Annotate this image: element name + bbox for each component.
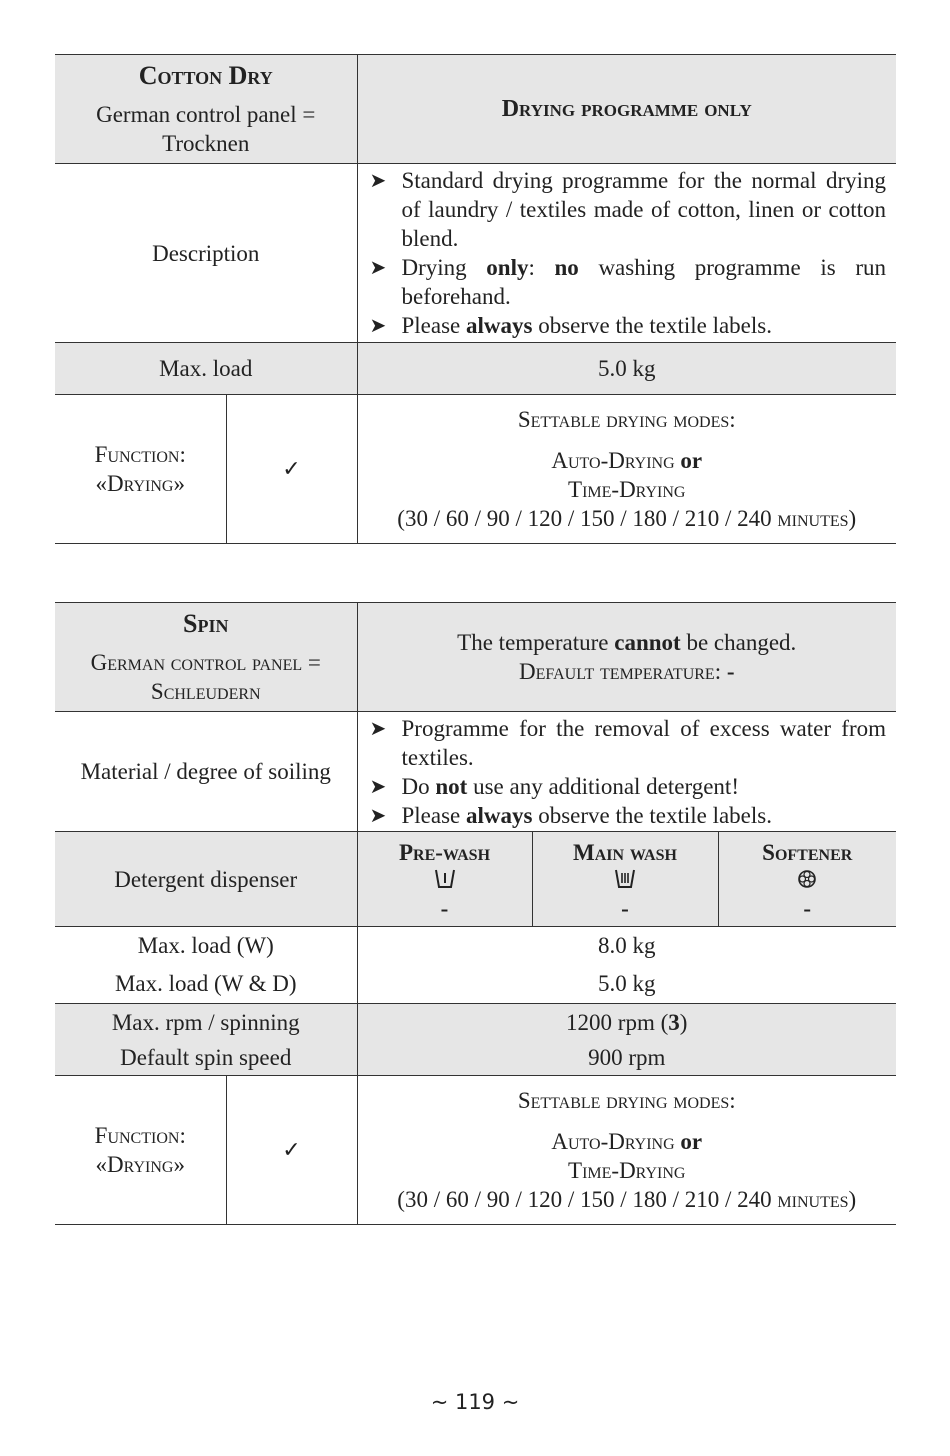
function-label: Function: «Drying» — [55, 395, 226, 544]
dispenser-prewash: Pre-wash - — [357, 832, 532, 927]
default-spin-label: Default spin speed — [120, 1044, 292, 1070]
description-cell — [357, 164, 896, 343]
mode-or: or — [680, 448, 703, 473]
arrowhead-bullet-icon: ➤ — [369, 802, 387, 827]
arrowhead-bullet-icon: ➤ — [369, 255, 387, 279]
max-load-value: 5.0 kg — [357, 343, 896, 395]
mode-time: Time-Drying — [568, 1158, 686, 1183]
description-list — [358, 166, 897, 340]
spin-table — [55, 602, 896, 1225]
material-cell — [357, 712, 896, 832]
page-number: ~ 119 ~ — [430, 1390, 520, 1414]
cotton-dry-header — [55, 55, 357, 164]
cotton-dry-table — [55, 54, 896, 544]
max-load-wd-value: 5.0 kg — [598, 971, 656, 996]
list-item: ➤ Do not use any additional detergent! — [369, 773, 739, 799]
dispenser-label: Detergent dispenser — [55, 832, 357, 927]
dispenser-softener: Softener - — [718, 832, 896, 927]
list-item: ➤ Standard drying programme for the normal drying of laundry / textiles made of cotton, linen or cotton blend. — [369, 168, 886, 251]
default-temperature: Default temperature: - — [518, 659, 735, 684]
list-item: ➤ Please always observe the textile labels. — [369, 313, 772, 338]
spin-header — [55, 603, 357, 712]
max-load-labels — [55, 927, 357, 1004]
programme-subtitle: German control panel = Schleudern — [90, 649, 321, 704]
drying-only-label: Drying programme only — [501, 96, 752, 122]
mode-auto: Auto-Drying — [551, 448, 675, 473]
max-rpm-value: 1200 rpm (3) — [566, 1009, 688, 1035]
programme-title: Spin — [183, 608, 229, 638]
max-load-w-value: 8.0 kg — [598, 933, 656, 958]
dispenser-mainwash: Main wash - — [532, 832, 718, 927]
mode-times: (30 / 60 / 90 / 120 / 150 / 180 / 210 / 240 minutes) — [397, 1187, 857, 1212]
max-load-label: Max. load — [55, 343, 357, 395]
arrowhead-bullet-icon: ➤ — [369, 715, 387, 740]
checkmark-icon: ✓ — [282, 1138, 301, 1163]
checkmark-icon: ✓ — [282, 457, 301, 482]
default-spin-value: 900 rpm — [588, 1044, 666, 1070]
softener-flower-icon — [719, 867, 897, 897]
list-item: ➤ Please always observe the textile labels. — [369, 802, 772, 828]
description-label: Description — [55, 164, 357, 343]
arrowhead-bullet-icon: ➤ — [369, 773, 387, 798]
prewash-compartment-icon — [358, 867, 532, 897]
rpm-labels — [55, 1004, 357, 1076]
max-load-values — [357, 927, 896, 1004]
modes-title: Settable drying modes: — [517, 1088, 736, 1113]
function-label: Function: «Drying» — [55, 1076, 226, 1225]
modes-title: Settable drying modes: — [517, 407, 736, 432]
mode-times: (30 / 60 / 90 / 120 / 150 / 180 / 210 / 240 minutes) — [397, 506, 857, 531]
mode-or: or — [680, 1129, 703, 1154]
mode-auto: Auto-Drying — [551, 1129, 675, 1154]
spin-header-right — [357, 603, 896, 712]
cotton-dry-header-right — [357, 55, 896, 164]
function-check-cell — [226, 1076, 357, 1225]
drying-modes-cell — [357, 395, 896, 544]
programme-title: Cotton Dry — [138, 60, 273, 90]
max-load-w-label: Max. load (W) — [137, 933, 274, 958]
list-item: ➤ Programme for the removal of excess water from textiles. — [369, 715, 886, 770]
mode-time: Time-Drying — [568, 477, 686, 502]
list-item: ➤ Drying only: no washing programme is run beforehand. — [369, 255, 886, 309]
temperature-note: The temperature cannot be changed. — [457, 630, 797, 655]
material-list — [358, 714, 897, 830]
function-check-cell — [226, 395, 357, 544]
rpm-values — [357, 1004, 896, 1076]
max-rpm-label: Max. rpm / spinning — [111, 1009, 300, 1035]
mainwash-compartment-icon — [533, 867, 718, 897]
material-label: Material / degree of soiling — [55, 712, 357, 832]
max-load-wd-label: Max. load (W & D) — [114, 971, 297, 996]
arrowhead-bullet-icon: ➤ — [369, 168, 387, 192]
arrowhead-bullet-icon: ➤ — [369, 313, 387, 337]
programme-subtitle: German control panel = Trocknen — [96, 101, 316, 156]
drying-modes-cell — [357, 1076, 896, 1225]
